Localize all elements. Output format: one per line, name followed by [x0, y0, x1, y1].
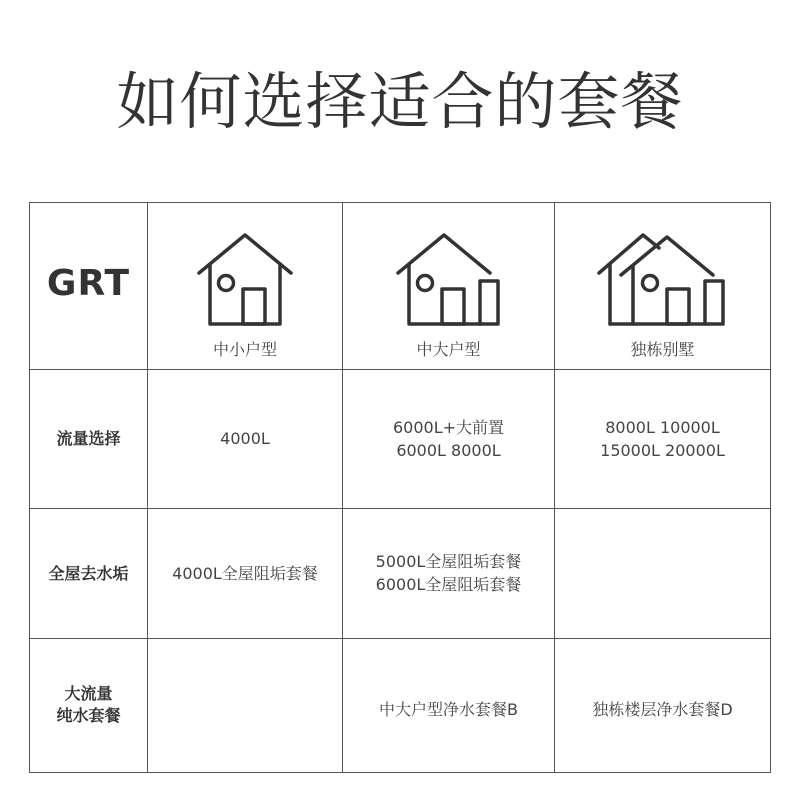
pure-cell-small	[148, 638, 343, 772]
flow-value: 4000L	[220, 429, 270, 449]
scale-package: 6000L全屋阻垢套餐	[375, 575, 522, 595]
column-label-villa: 独栋别墅	[630, 340, 695, 360]
header-row	[30, 203, 771, 370]
flow-row	[30, 370, 771, 508]
flow-value: 6000L 8000L	[396, 440, 501, 460]
scale-cell-small	[148, 508, 343, 638]
column-header-small	[148, 203, 343, 370]
scale-cell-medium	[343, 508, 555, 638]
flow-value: 6000L+大前置	[392, 417, 505, 437]
pure-cell-villa	[555, 638, 771, 772]
row-label-pure-line: 大流量	[64, 684, 113, 704]
scale-package: 5000L全屋阻垢套餐	[375, 552, 522, 572]
flow-cell-small	[148, 370, 343, 508]
page-title: 如何选择适合的套餐	[116, 65, 684, 138]
flow-value: 15000L 20000L	[600, 440, 725, 460]
pure-package: 独栋楼层净水套餐D	[592, 699, 733, 719]
row-label-flow-cell	[30, 370, 148, 508]
row-label-scale-cell	[30, 508, 148, 638]
scale-package: 4000L全屋阻垢套餐	[172, 563, 318, 583]
column-label-medium: 中大户型	[416, 340, 481, 360]
house-with-annex-icon	[394, 233, 504, 328]
brand-cell	[30, 203, 148, 370]
row-label-pure-line: 纯水套餐	[56, 706, 121, 726]
scale-cell-villa	[555, 508, 771, 638]
package-comparison-table	[29, 202, 771, 773]
brand-label: GRT	[46, 262, 131, 304]
column-label-small: 中小户型	[212, 340, 277, 360]
row-label-scale: 全屋去水垢	[48, 563, 129, 583]
row-label-pure-cell	[30, 638, 148, 772]
pure-cell-medium	[343, 638, 555, 772]
flow-cell-villa	[555, 370, 771, 508]
flow-cell-medium	[343, 370, 555, 508]
column-header-villa	[555, 203, 771, 370]
pure-package: 中大户型净水套餐B	[379, 699, 518, 719]
column-header-medium	[343, 203, 555, 370]
scale-removal-row	[30, 508, 771, 638]
double-house-icon	[595, 233, 731, 328]
row-label-flow: 流量选择	[56, 429, 121, 449]
flow-value: 8000L 10000L	[605, 417, 720, 437]
pure-water-row	[30, 638, 771, 772]
small-house-icon	[195, 233, 295, 328]
